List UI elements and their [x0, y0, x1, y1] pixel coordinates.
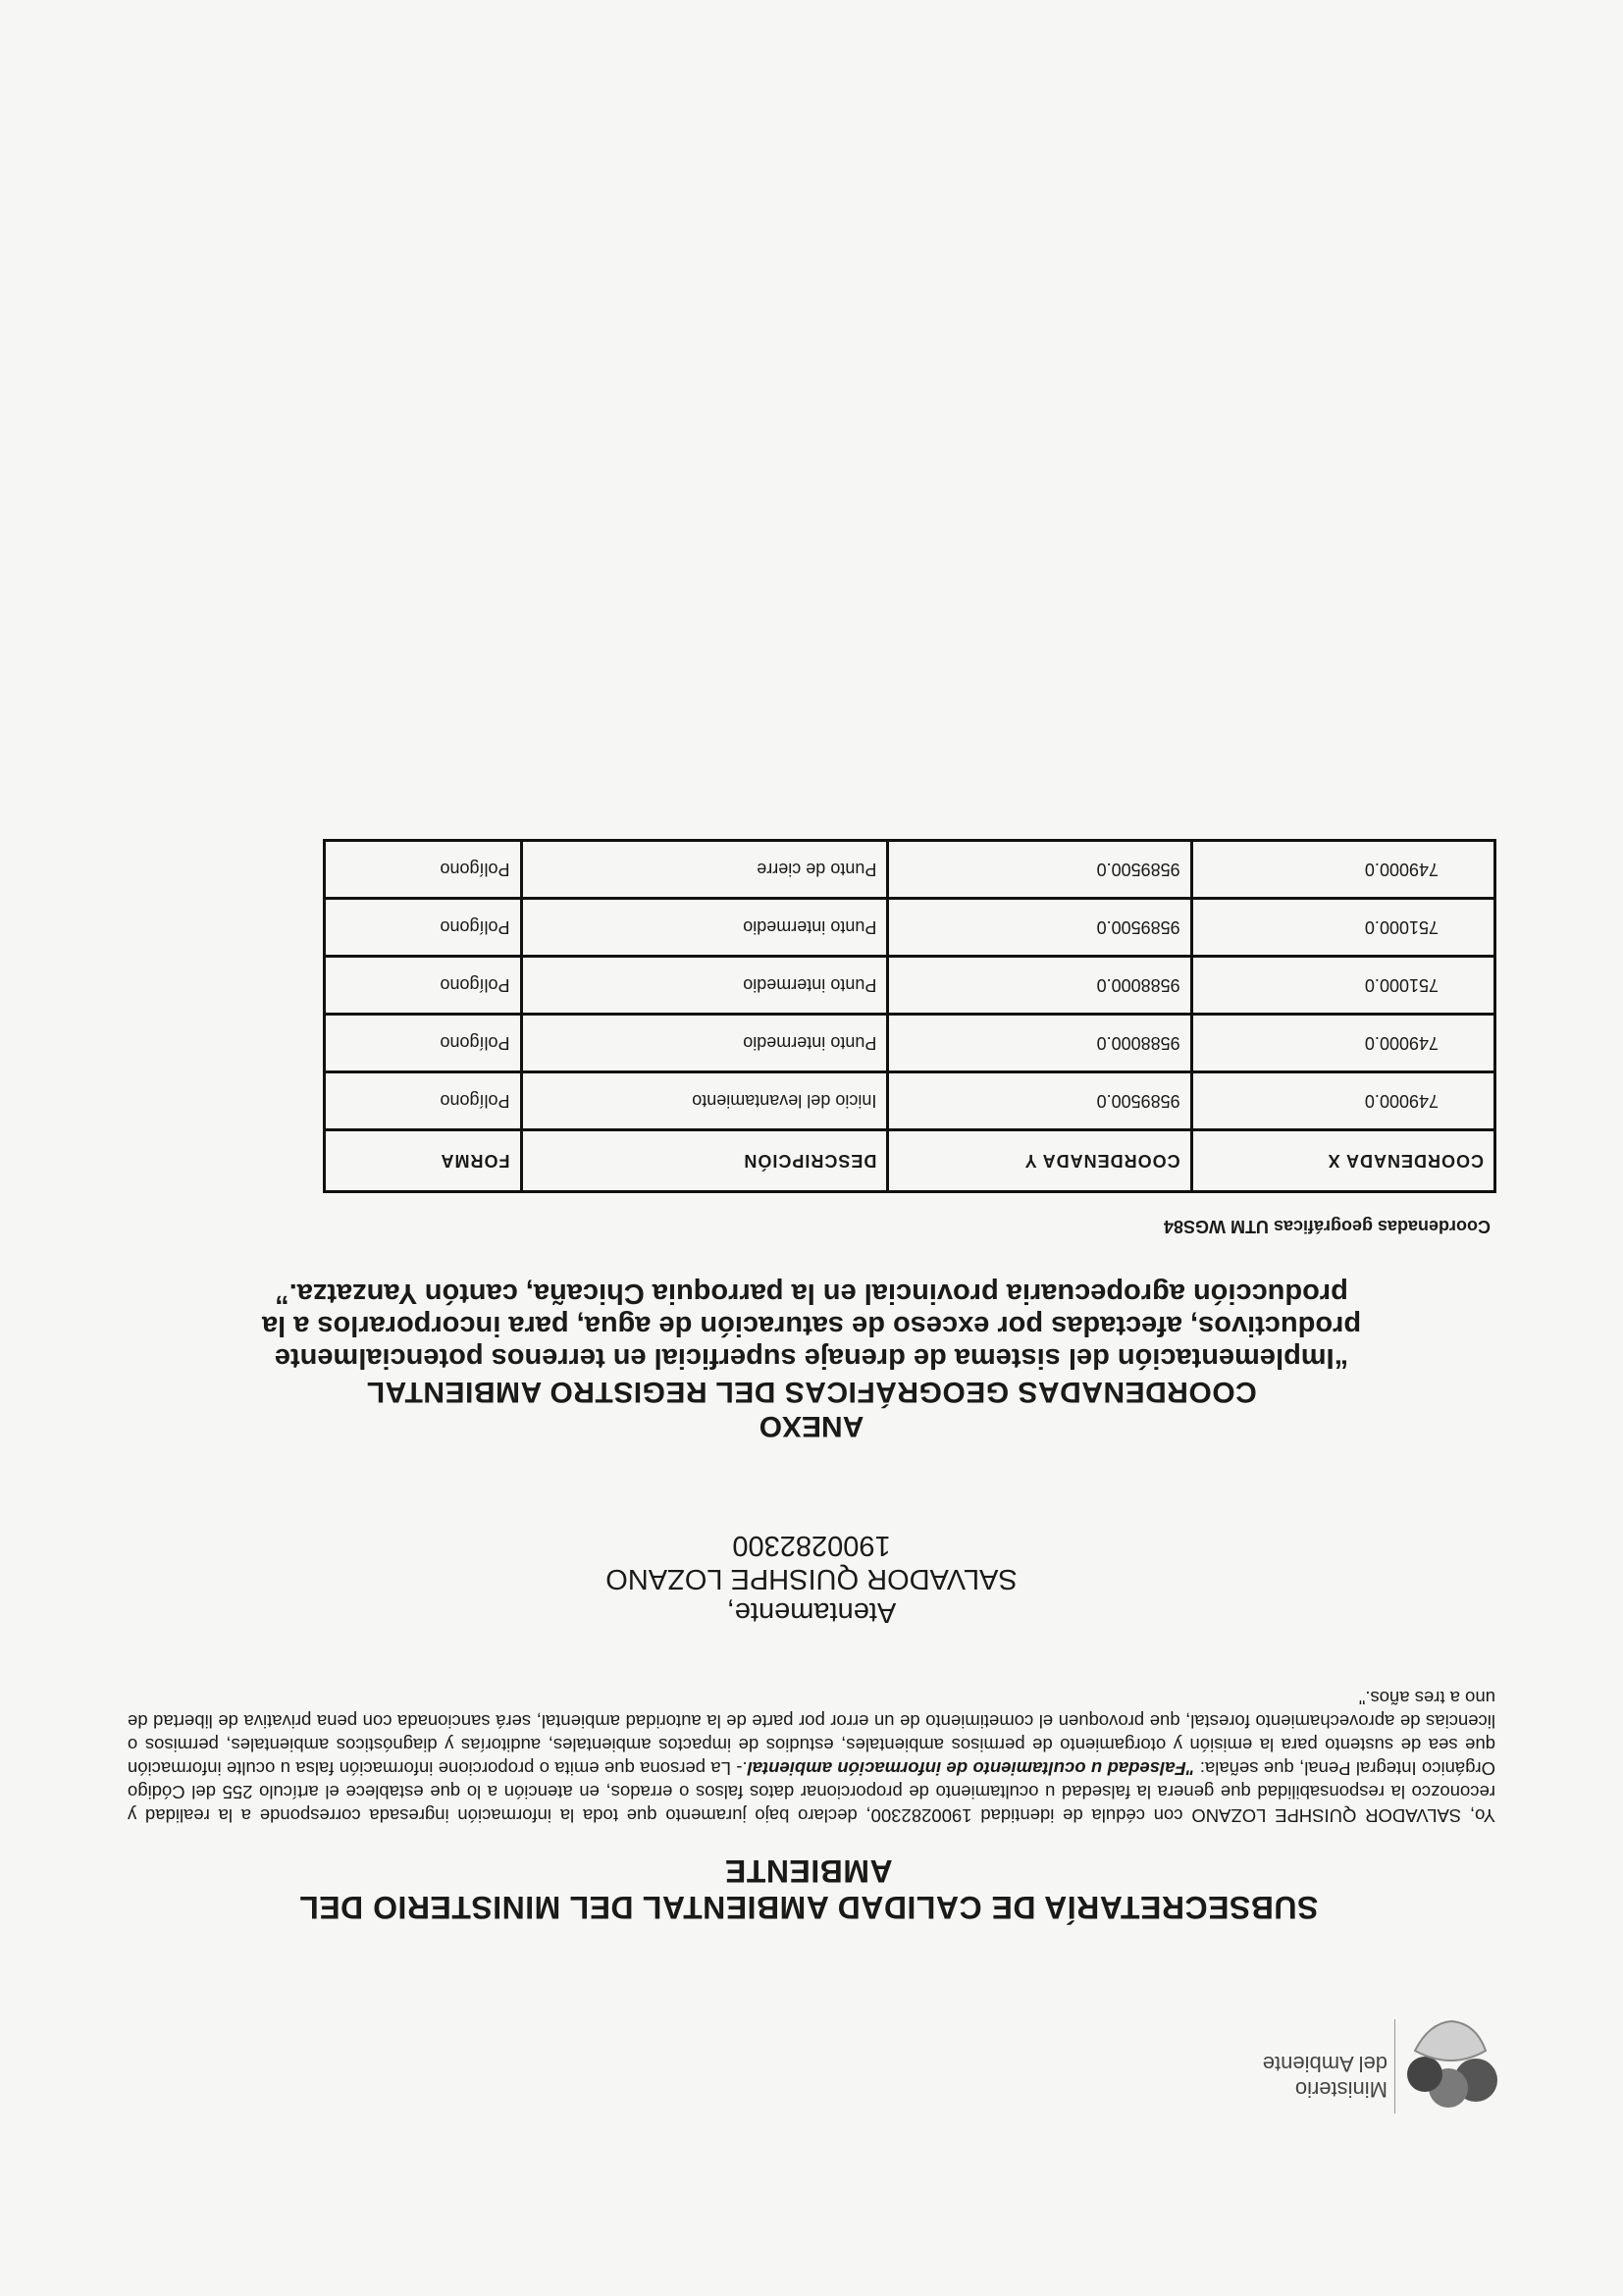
table-row [325, 1072, 1495, 1130]
cell-y: 9589500.0 [888, 1072, 1191, 1130]
ministry-logo [1211, 2011, 1505, 2119]
annex-title: ANEXO [759, 1410, 864, 1442]
signer-id-number: 1900282300 [732, 1530, 891, 1561]
cell-x: 751000.0 [1191, 957, 1494, 1015]
cell-forma: Polígono [325, 1072, 522, 1130]
table-row [325, 1015, 1495, 1072]
cell-forma: Polígono [325, 899, 522, 957]
cell-y: 9588000.0 [888, 957, 1191, 1015]
cell-x: 749000.0 [1191, 1072, 1494, 1130]
cell-forma: Polígono [325, 1015, 522, 1072]
logo-line-2: del Ambiente [1262, 2052, 1387, 2076]
header-coordenada-y: COORDENADA Y [888, 1130, 1191, 1192]
cell-descripcion: Punto intermedio [521, 899, 888, 957]
subsecretaria-heading: SUBSECRETARÍA DE CALIDAD AMBIENTAL DEL MINISTERIO DEL AMBIENTE [298, 1853, 1319, 1925]
table-row [325, 957, 1495, 1015]
cell-x: 751000.0 [1191, 899, 1494, 957]
cell-descripcion: Punto de cierre [521, 841, 888, 899]
coordinates-table [323, 839, 1496, 1193]
ministry-emblem-icon [1397, 2011, 1505, 2119]
logo-divider [1394, 2019, 1395, 2113]
project-title: “Implementación del sistema de drenaje superficial en terrenos potencialmente productivos, afectadas por exceso de saturación de agua, para incorporarlos a la producción agropecuaria provincial en la parroquia Chicaña, cantón Yanzatza.” [261, 1278, 1362, 1374]
annex-heading [226, 1277, 1397, 1442]
cell-descripcion: Punto intermedio [521, 1015, 888, 1072]
table-row [325, 899, 1495, 957]
cell-forma: Polígono [325, 841, 522, 899]
sworn-declaration [128, 1686, 1495, 1827]
logo-line-1: Ministerio [1294, 2077, 1387, 2102]
declaration-part-2: .- La persona que emita o proporcione información falsa u oculte información que sea de sustento para la emisión y otorgamiento de permisos ambientales, estudios de impactos ambientales, auditorías y diagnósticos ambientales, permisos o licencias de aprovechamiento forestal, que provoquen el cometimiento de un error por parte de la autoridad ambiental, será sancionada con pena privativa de libertad de uno a tres años." [127, 1688, 1495, 1779]
declaration-emphasis: "Falsedad u ocultamiento de información ambiental [747, 1758, 1195, 1779]
cell-y: 9589500.0 [888, 841, 1191, 899]
logo-text [1230, 2051, 1387, 2102]
closing-salutation: Atentamente, [726, 1596, 897, 1628]
cell-forma: Polígono [325, 957, 522, 1015]
header-forma: FORMA [325, 1130, 522, 1192]
declaration-part-1: Yo, SALVADOR QUISHPE LOZANO con cédula de identidad 1900282300, declaro bajo juramento que toda la información ingresada corresponde a la realidad y reconozco la responsabilidad que genera la falsedad u ocultamiento de proporcionar datos falsos o errados, en atención a lo que establece el artículo 255 del Código Orgánico Integral Penal, que señala: [128, 1758, 1495, 1826]
table-row [325, 841, 1495, 899]
signature-block [412, 1529, 1211, 1629]
cell-descripcion: Inicio del levantamiento [521, 1072, 888, 1130]
coordinates-note: Coordenadas geográficas UTM WGS84 [1163, 1217, 1491, 1236]
cell-x: 749000.0 [1191, 841, 1494, 899]
cell-y: 9589500.0 [888, 899, 1191, 957]
table-header-row [325, 1130, 1495, 1192]
cell-descripcion: Punto intermedio [521, 957, 888, 1015]
header-coordenada-x: COORDENADA X [1191, 1130, 1494, 1192]
cell-x: 749000.0 [1191, 1015, 1494, 1072]
signer-name: SALVADOR QUISHPE LOZANO [605, 1563, 1018, 1594]
header-descripcion: DESCRIPCIÓN [521, 1130, 888, 1192]
cell-y: 9588000.0 [888, 1015, 1191, 1072]
annex-subtitle: COORDENADAS GEOGRÁFICAS DEL REGISTRO AMBIENTAL [366, 1376, 1257, 1408]
